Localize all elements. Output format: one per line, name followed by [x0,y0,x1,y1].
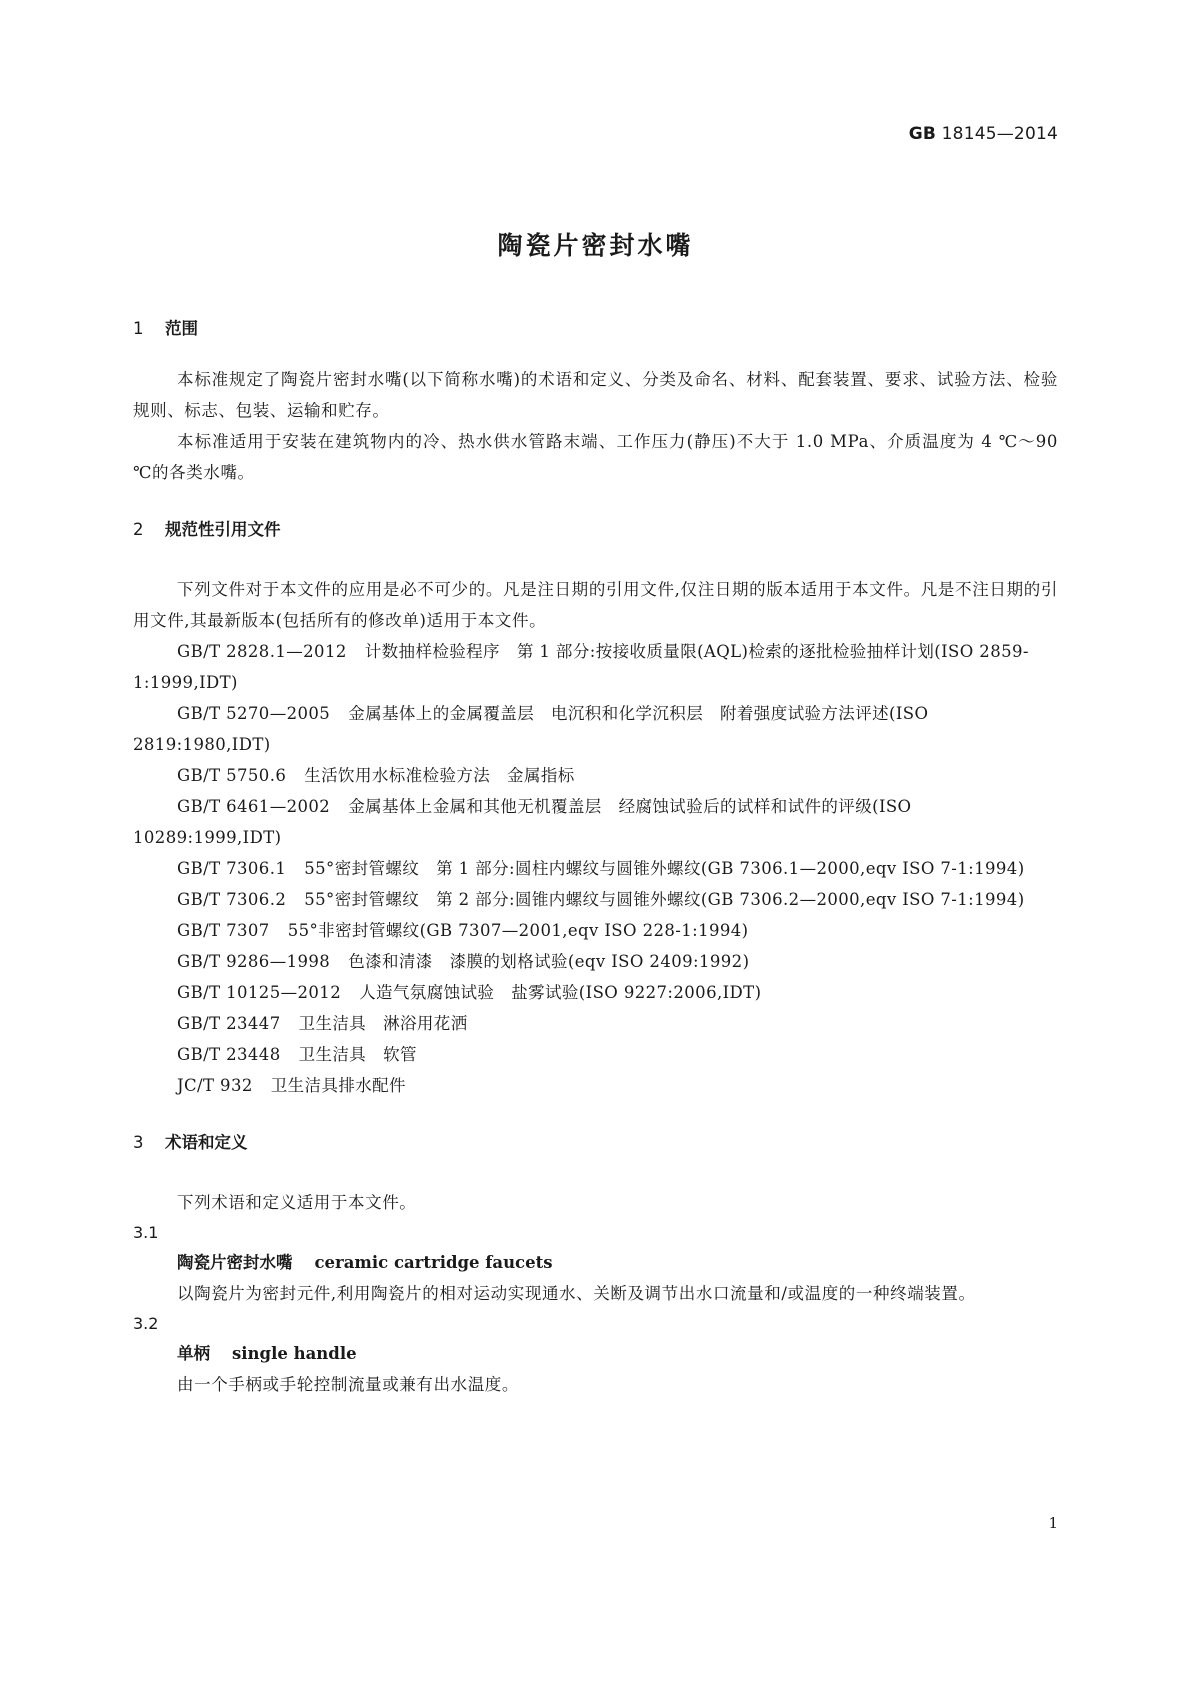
reference-code: GB/T 7307 [177,921,270,940]
reference-code: GB/T 9286—1998 [177,952,331,971]
reference-item [133,915,1058,946]
section-2-number: 2 [133,520,144,539]
reference-code: GB/T 7306.2 [177,890,287,909]
reference-code: GB/T 10125—2012 [177,983,342,1002]
term-number: 3.1 [133,1223,159,1242]
reference-title: 色漆和清漆 漆膜的划格试验(eqv ISO 2409:1992) [348,952,750,971]
section-2-heading [133,519,1058,541]
reference-title: 金属基体上金属和其他无机覆盖层 经腐蚀试验后的试样和试件的评级(ISO 10289:1999,IDT) [133,797,912,847]
reference-title: 卫生洁具排水配件 [270,1076,406,1095]
section-3-heading [133,1132,1058,1154]
section-1-heading [133,318,1058,340]
term-definition: 以陶瓷片为密封元件,利用陶瓷片的相对运动实现通水、关断及调节出水口流量和/或温度的一种终端装置。 [177,1284,976,1303]
section-2-title: 规范性引用文件 [165,520,281,539]
reference-code: GB/T 5750.6 [177,766,287,785]
reference-item [133,946,1058,977]
term-english: ceramic cartridge faucets [314,1253,553,1272]
standard-code [909,124,1058,144]
term-chinese: 单柄 [177,1344,210,1363]
term-heading [133,1248,1058,1278]
standard-number: 18145—2014 [941,124,1058,144]
document-body [133,318,1058,1400]
term-number: 3.2 [133,1314,159,1333]
reference-item [133,853,1058,884]
reference-title: 生活饮用水标准检验方法 金属指标 [304,766,575,785]
section-1-number: 1 [133,319,144,338]
reference-title: 55°密封管螺纹 第 1 部分:圆柱内螺纹与圆锥外螺纹(GB 7306.1—2000,eqv ISO 7-1:1994) [304,859,1025,878]
references-intro: 下列文件对于本文件的应用是必不可少的。凡是注日期的引用文件,仅注日期的版本适用于本文件。凡是不注日期的引用文件,其最新版本(包括所有的修改单)适用于本文件。 [133,580,1058,630]
term-chinese: 陶瓷片密封水嘴 [177,1253,293,1272]
reference-title: 金属基体上的金属覆盖层 电沉积和化学沉积层 附着强度试验方法评述(ISO 2819:1980,IDT) [133,704,929,754]
terms-intro: 下列术语和定义适用于本文件。 [177,1193,417,1212]
term-definition: 由一个手柄或手轮控制流量或兼有出水温度。 [177,1375,519,1394]
reference-title: 人造气氛腐蚀试验 盐雾试验(ISO 9227:2006,IDT) [359,983,762,1002]
reference-code: GB/T 2828.1—2012 [177,642,347,661]
section-1-title: 范围 [165,319,198,338]
reference-code: GB/T 23447 [177,1014,281,1033]
standard-prefix: GB [908,124,937,144]
page-number: 1 [1048,1514,1058,1532]
term-english: single handle [232,1344,357,1363]
reference-code: GB/T 5270—2005 [177,704,331,723]
reference-item [133,1070,1058,1101]
reference-title: 55°密封管螺纹 第 2 部分:圆锥内螺纹与圆锥外螺纹(GB 7306.2—2000,eqv ISO 7-1:1994) [304,890,1025,909]
reference-title: 卫生洁具 软管 [298,1045,417,1064]
section-3-number: 3 [133,1133,144,1152]
scope-paragraph-1: 本标准规定了陶瓷片密封水嘴(以下简称水嘴)的术语和定义、分类及命名、材料、配套装置、要求、试验方法、检验规则、标志、包装、运输和贮存。 [133,370,1058,420]
reference-code: GB/T 23448 [177,1045,281,1064]
reference-item [133,977,1058,1008]
scope-paragraph-2: 本标准适用于安装在建筑物内的冷、热水供水管路末端、工作压力(静压)不大于 1.0 MPa、介质温度为 4 ℃～90 ℃的各类水嘴。 [133,432,1058,482]
section-3-title: 术语和定义 [165,1133,248,1152]
reference-item [133,1039,1058,1070]
reference-item [133,791,1058,853]
reference-title: 55°非密封管螺纹(GB 7307—2001,eqv ISO 228-1:1994) [287,921,749,940]
reference-code: GB/T 7306.1 [177,859,287,878]
reference-title: 卫生洁具 淋浴用花洒 [298,1014,468,1033]
reference-item [133,884,1058,915]
reference-item [133,760,1058,791]
term-heading [133,1339,1058,1369]
reference-item [133,636,1058,698]
reference-item [133,1008,1058,1039]
document-title: 陶瓷片密封水嘴 [497,231,694,260]
reference-code: GB/T 6461—2002 [177,797,331,816]
reference-title: 计数抽样检验程序 第 1 部分:按接收质量限(AQL)检索的逐批检验抽样计划(ISO 2859-1:1999,IDT) [133,642,1029,692]
reference-item [133,698,1058,760]
reference-code: JC/T 932 [177,1076,253,1095]
